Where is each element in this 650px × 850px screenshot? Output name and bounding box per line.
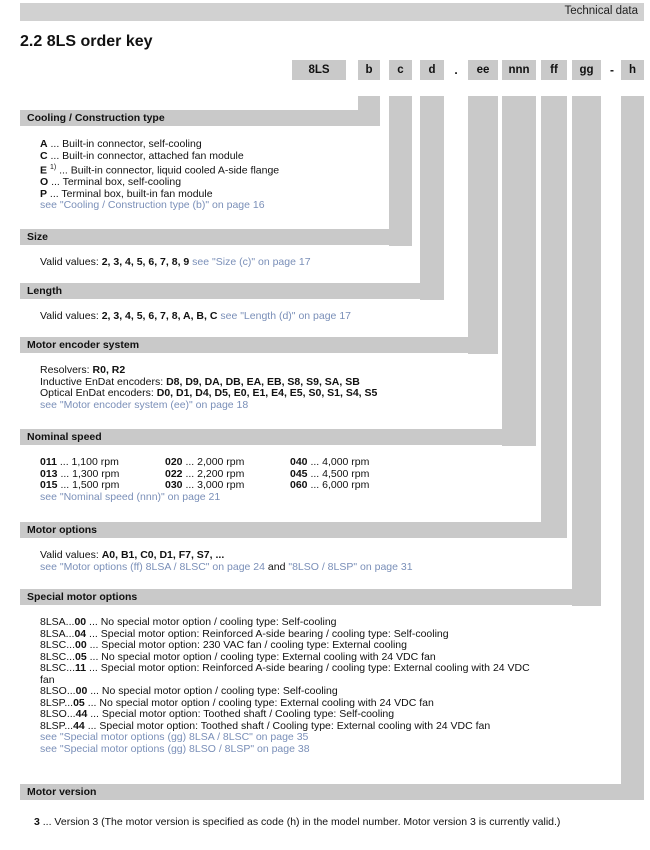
list-item: 8LSO...00 ... No special motor option / cooling type: Self-cooling — [40, 685, 338, 697]
list-item: 8LSC...00 ... Special motor option: 230 VAC fan / cooling type: External cooling — [40, 639, 407, 651]
table-row: 015 ... 1,500 rpm 030 ... 3,000 rpm 060 ... 6,000 rpm — [40, 479, 370, 491]
list-item: 8LSA...04 ... Special motor option: Reinforced A-side bearing / cooling type: Self-cooling — [40, 627, 449, 640]
encoder-link[interactable]: see "Motor encoder system (ee)" on page 18 — [40, 398, 249, 411]
section-speed-header: Nominal speed — [20, 429, 530, 445]
list-item: C ... Built-in connector, attached fan module — [40, 149, 244, 162]
connector-h — [621, 96, 644, 800]
list-item: 8LSA...00 ... No special motor option / cooling type: Self-cooling — [40, 616, 337, 628]
list-item: 8LSC...05 ... No special motor option / cooling type: External cooling with 24 VDC fan — [40, 650, 436, 663]
length-body: Valid values: 2, 3, 4, 5, 6, 7, 8, A, B, C see "Length (d)" on page 17 — [40, 310, 351, 322]
header-section-label: Technical data — [564, 5, 638, 17]
key-8ls: 8LS — [292, 60, 346, 80]
key-b: b — [358, 60, 380, 80]
special-body — [40, 617, 545, 755]
page-title: 2.2 8LS order key — [20, 33, 153, 50]
list-item: O ... Terminal box, self-cooling — [40, 176, 182, 188]
key-d: d — [420, 60, 444, 80]
header-bar — [20, 3, 644, 21]
connector-ff — [541, 96, 567, 538]
connector-d — [420, 96, 444, 300]
section-encoder-header: Motor encoder system — [20, 337, 496, 353]
list-item: A ... Built-in connector, self-cooling — [40, 138, 202, 150]
list-item: 8LSP...05 ... No special motor option / cooling type: External cooling with 24 VDC fan — [40, 696, 434, 709]
cooling-link[interactable]: see "Cooling / Construction type (b)" on page 16 — [40, 199, 265, 211]
list-item: 8LSO...44 ... Special motor option: Toothed shaft / Cooling type: Self-cooling — [40, 708, 395, 720]
key-gg: gg — [572, 60, 601, 80]
list-item: P ... Terminal box, built-in fan module — [40, 187, 213, 200]
key-h: h — [621, 60, 644, 80]
options-link-8lso[interactable]: "8LSO / 8LSP" on page 31 — [288, 560, 413, 573]
table-row: 013 ... 1,300 rpm 022 ... 2,200 rpm 045 ... 4,500 rpm — [40, 467, 370, 480]
options-body: Valid values: A0, B1, C0, D1, F7, S7, ... see "Motor options (ff) 8LSA / 8LSC" on page 24 and "8LSO / 8LSP" on page 31 — [40, 549, 413, 573]
section-length-header: Length — [20, 283, 442, 299]
list-item: 8LSC...11 ... Special motor option: Reinforced A-side bearing / cooling type: External cooling with 24 VDC fan — [40, 662, 530, 686]
table-row: 011 ... 1,100 rpm 020 ... 2,000 rpm 040 ... 4,000 rpm — [40, 456, 370, 468]
speed-link[interactable]: see "Nominal speed (nnn)" on page 21 — [40, 490, 221, 503]
connector-nnn — [502, 96, 536, 446]
special-link-8lso[interactable]: see "Special motor options (gg) 8LSO / 8LSP" on page 38 — [40, 742, 310, 755]
size-link[interactable]: see "Size (c)" on page 17 — [192, 256, 311, 268]
list-item: 8LSP...44 ... Special motor option: Toothed shaft / Cooling type: External cooling with 24 VDC fan — [40, 719, 491, 732]
connector-c — [389, 96, 412, 246]
key-nnn: nnn — [502, 60, 536, 80]
section-version-header: Motor version — [20, 784, 644, 800]
section-options-header: Motor options — [20, 522, 565, 538]
key-dot: . — [454, 63, 458, 77]
connector-ee — [468, 96, 498, 354]
length-link[interactable]: see "Length (d)" on page 17 — [220, 310, 351, 322]
encoder-body: Resolvers: R0, R2 Inductive EnDat encoders: D8, D9, DA, DB, EA, EB, S8, S9, SA, SB Optical EnDat encoders: D0, D1, D4, D5, E0, E1, E4, E5, S0, S1, S4, S5 see "Motor encoder system (ee)" on page 18 — [40, 364, 378, 411]
key-dash: - — [610, 63, 614, 77]
key-c: c — [389, 60, 412, 80]
list-item: E $^{1)}$ ... Built-in connector, liquid cooled A-side flange — [40, 164, 280, 177]
key-ee: ee — [468, 60, 498, 80]
section-size-header: Size — [20, 229, 411, 245]
speed-table — [40, 457, 369, 492]
version-body: 3 ... Version 3 (The motor version is specified as code (h) in the model number. Motor version 3 is currently valid.) — [34, 816, 561, 828]
connector-gg — [572, 96, 601, 606]
section-special-header: Special motor options — [20, 589, 596, 605]
section-cooling-header: Cooling / Construction type — [20, 110, 380, 126]
special-link-8lsa[interactable]: see "Special motor options (gg) 8LSA / 8LSC" on page 35 — [40, 731, 309, 743]
speed-body — [40, 457, 369, 503]
key-ff: ff — [541, 60, 567, 80]
options-link-8lsa[interactable]: see "Motor options (ff) 8LSA / 8LSC" on page 24 — [40, 560, 265, 573]
size-body: Valid values: 2, 3, 4, 5, 6, 7, 8, 9 see "Size (c)" on page 17 — [40, 256, 311, 268]
cooling-body — [40, 139, 279, 212]
